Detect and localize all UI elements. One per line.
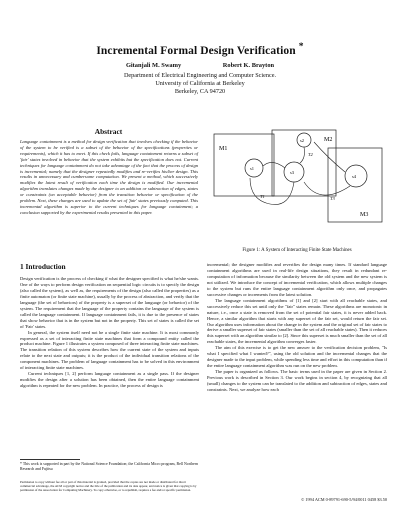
affiliation-university: University of California at Berkeley [155, 80, 245, 87]
transition-label-t3: T3 [330, 196, 335, 201]
author-list [0, 62, 400, 69]
section-heading-introduction: 1 Introduction [20, 262, 66, 271]
transition-edge [300, 147, 305, 163]
state-label-s3: s3 [290, 170, 295, 175]
funding-footnote: * This work is supported in part by the National Science Foundation; the California Micro program, Bell Northern Research and Fujitsu [20, 462, 198, 471]
machine-label-m1: M1 [219, 146, 228, 152]
author-2: Robert K. Brayton [222, 62, 275, 69]
title-footnote-mark: * [298, 41, 304, 52]
body-paragraph: incremental; the designer modifies and reverifies the design many times. If standard language containment algorithms are used in real-life design situations, they result in redundant re-computation of information because the similarity between the old system and the new system is not utilized. We introduce the concept of incremental verification, which allows multiple changes to the system but runs the entire language containment algorithm only once, and propagates successive changes or increments from the latest solution. [207, 262, 387, 297]
acm-copyright-line: © 1994 ACM 0-89791-690-5/94/0011 0458 $3.50 [301, 497, 387, 502]
transition-label-t2: T2 [308, 152, 313, 157]
abstract-text: Language containment is a method for design verification that involves checking if the behavior of the system to be verified is a subset of the behavior of the specifications (properties or requirements), which it has to meet. If this check fails, language containment returns a subset of 'fair' states involved in behavior that the system exhibits but the specification does not. Current techniques for language containment do not take advantage of the fact that the process of design is incremental; namely that the designer repeatedly modifies and re-verifies his/her design. This results in unnecessary and cumbersome computation. We present a method, which successively modifies the latest result of verification each time the design is modified. Our incremental algorithm translates changes made by the designer to an addition or subtraction of edges, states or constraints (on acceptable behavior) from the transition behavior or specification of the problem. Next, these changes are used to update the set of 'fair' states previously computed. This incremental algorithm is superior to the current techniques for language containment; a conclusion supported by the experimental results presented in this paper. [20, 139, 198, 215]
right-column-body [207, 262, 387, 393]
paper-title [0, 41, 400, 57]
body-paragraph: The aim of this exercise is to get the new answer to the verification decision problem, "Is what I specified what I wanted?", using the old solution and the incremental changes that the designer made to the input problem, while spending less time and effort in this computation than if the entire language containment algorithm was run on the new problem. [207, 345, 387, 369]
affiliation-department: Department of Electrical Engineering and Computer Science. [123, 72, 277, 79]
state-label-s1: s1 [250, 166, 255, 171]
abstract-heading: Abstract [94, 127, 123, 136]
state-label-s4: s4 [352, 174, 357, 179]
introduction-body [20, 276, 199, 389]
body-paragraph: The paper is organized as follows. The basic terms used in the paper are given in Section 2. Previous work is described in Section 3. Our work begins in section 4, by recognizing that all (small) changes to the system can be translated to the addition and subtraction of edges, states and constraints. Next, we analyze how each [207, 369, 387, 393]
footnote-divider [20, 459, 80, 460]
machine-m1-box [214, 134, 274, 196]
transition-label-t1: T1 [260, 194, 265, 199]
body-paragraph: The language containment algorithms of [1] and [2] start with all reachable states, and successively reduce this set until only the "fair" states remain. These algorithms are monotonic in nature, i.e., once a state is removed from the set of potential fair states, it is never added back. Hence, a similar algorithm that starts with any superset of the fair set, would return the fair set. Our algorithm uses information about the change in the system and the original set of fair states to derive a smaller superset of fair states (smaller than the set of all reachable states). Then it reduces this superset with an algorithm similar to [2]. Since this superset is much smaller than the set of all reachable states, the incremental algorithm converges faster. [207, 297, 387, 345]
copyright-notice: Permission to copy without fee all or part of this material is granted, provided that the copies are not made or distributed for direct commercial advantage, the ACM copyright notice and the title of the publication and its date appear, and notice is given that copying is by permission of the Association for Computing Machinery. To copy otherwise, or to republish, requires a fee and/or specific permission. [20, 480, 197, 492]
intro-paragraph: Design verification is the process of checking if what the designer specified is what he/she wants. One of the ways to perform design verification on sequential logic circuits is to specify the design (also called the system), as well as, the requirements of the design (also called the properties) as a finite automaton (or finite state machine), usually by the process of abstraction, and verify that the language (the set of behaviors) of the property is a superset of the language (or behavior) of the system. The requirement that the language of the property contains the language of the system is called the language containment. If language containment fails, it is due to the presence of states that show behavior that is in the system but not in the property. This set of states is called the set of 'Fair' states. [20, 276, 199, 329]
state-label-s2: s2 [300, 138, 305, 143]
intro-paragraph: In general, the system itself need not be a single finite state machine. It is most commonly expressed as a set of interacting finite state machines that form a compound entity called the product machine. Figure 1 illustrates a system composed of three interacting finite state machines. The transition relation of this system describes how the current state of the system and inputs relate to the next state and outputs; it is the product of the individual transition relations of the component machines. The problem of language containment has to be solved in this environment of interacting finite state machines. [20, 329, 199, 371]
title-text: Incremental Formal Design Verification [96, 44, 296, 57]
author-1: Gitanjali M. Swamy [125, 62, 182, 69]
figure-caption: Figure 1: A System of Interacting Finite State Machines [242, 248, 352, 253]
fsm-system-figure [210, 128, 386, 240]
transition-edge [314, 142, 345, 172]
transition-edge [304, 182, 350, 195]
intro-paragraph: Current techniques [1, 2] perform language containment as a single pass. If the designer modifies the design after a solution has been obtained, then the entire language containment algorithm is repeated for the new problem. In practice, the process of design is [20, 371, 199, 389]
machine-label-m3: M3 [360, 212, 369, 218]
affiliation-city: Berkeley, CA 94720 [174, 88, 226, 95]
machine-label-m2: M2 [324, 137, 333, 143]
